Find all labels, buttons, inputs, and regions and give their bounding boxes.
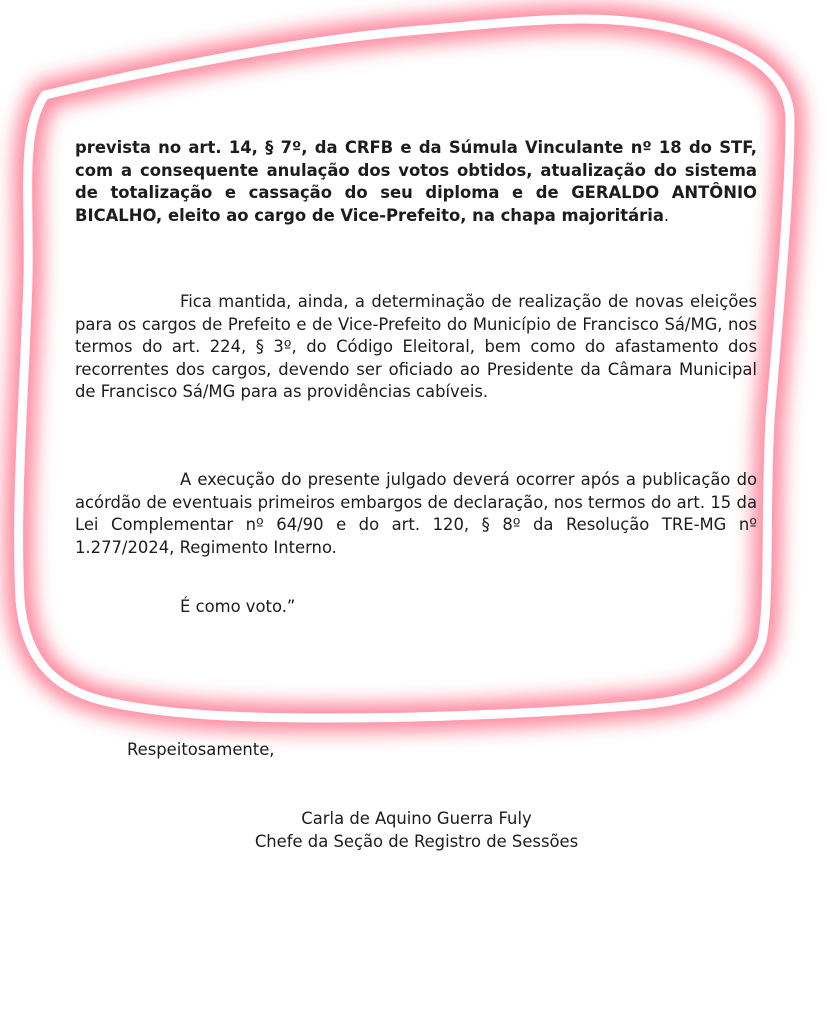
paragraph-ruling-bold: prevista no art. 14, § 7º, da CRFB e da Súmula Vinculante nº 18 do STF, com a consequente anulação dos votos obtidos, atualização do sistema de totalização e cassação do seu diploma e de GERALDO ANTÔNIO BICALHO, eleito ao cargo de Vice-Prefeito, na chapa majoritária bbox=[75, 138, 757, 225]
paragraph-execution: A execução do presente julgado deverá ocorrer após a publicação do acórdão de eventuais primeiros embargos de declaração, nos termos do art. 15 da Lei Complementar nº 64/90 e do art. 120, § 8º da Resolução TRE-MG nº 1.277/2024, Regimento Interno. bbox=[75, 470, 757, 557]
signature-block bbox=[0, 808, 827, 853]
paragraph-ruling-period: . bbox=[663, 205, 670, 225]
signer-title: Chefe da Seção de Registro de Sessões bbox=[254, 831, 579, 851]
paragraph-vote: É como voto.” bbox=[180, 597, 296, 616]
paragraph-new-elections: Fica mantida, ainda, a determinação de realização de novas eleições para os cargos de Prefeito e de Vice-Prefeito do Município de Francisco Sá/MG, nos termos do art. 224, § 3º, do Código Eleitoral, bem como do afastamento dos recorrentes dos cargos, devendo ser oficiado ao Presidente da Câmara Municipal de Francisco Sá/MG para as providências cabíveis. bbox=[75, 292, 757, 401]
signer-name: Carla de Aquino Guerra Fuly bbox=[301, 809, 532, 828]
paragraph-ruling bbox=[75, 137, 757, 227]
closing-salutation: Respeitosamente, bbox=[127, 740, 275, 759]
